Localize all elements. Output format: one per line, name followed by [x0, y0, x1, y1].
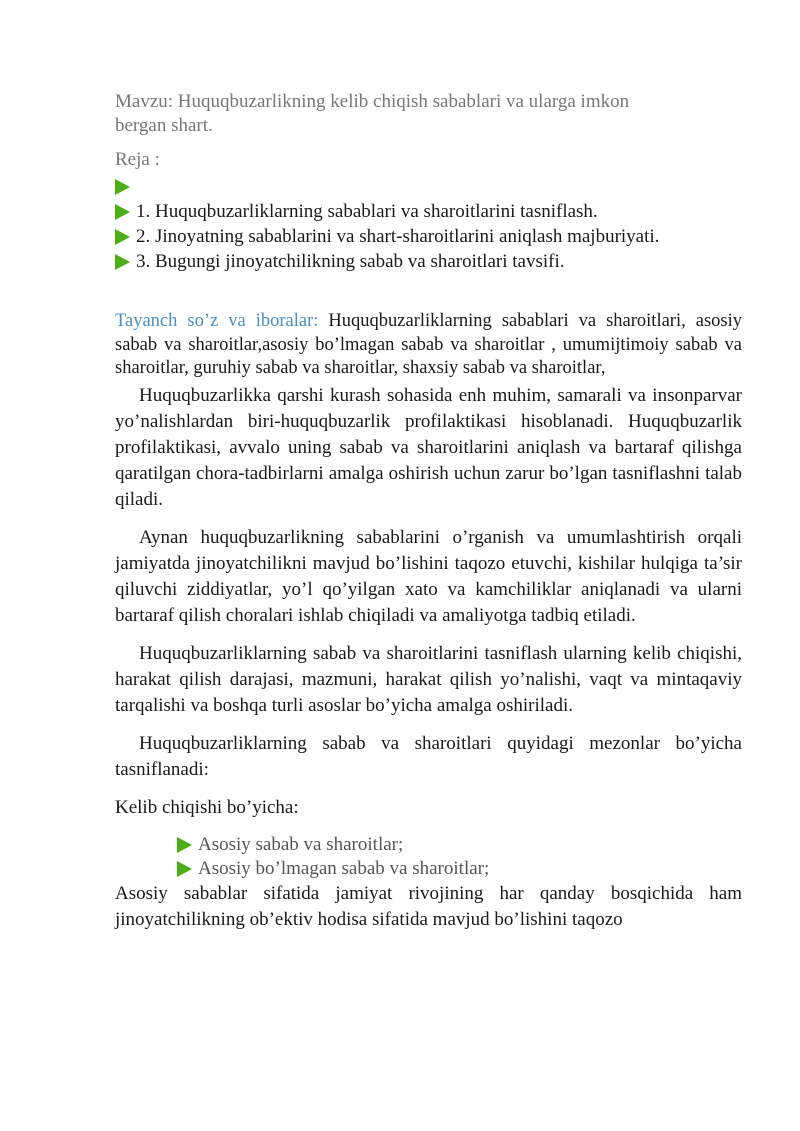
origin-list [177, 833, 742, 881]
triangle-bullet-icon [177, 861, 192, 877]
topic-line-1: Mavzu: Huquqbuzarlikning kelib chiqish sabablari va ularga imkon [115, 91, 630, 112]
triangle-bullet-icon [115, 179, 130, 195]
topic-line-2: bergan shart. [115, 115, 213, 136]
origin-item [177, 857, 742, 881]
triangle-bullet-icon [115, 254, 130, 270]
body-paragraph: Huquqbuzarliklarning sabab va sharoitlarini tasniflash ularning kelib chiqishi, harakat qilish darajasi, mazmuni, harakat qilish yo’nalishi, vaqt va mintaqaviy tarqalishi va boshqa turli asoslar bo’yicha amalga oshiriladi. [115, 642, 742, 716]
origin-item [177, 833, 742, 857]
plan-item [115, 224, 742, 249]
body-paragraph: Huquqbuzarlikka qarshi kurash sohasida enh muhim, samarali va insonparvar yo’nalishlardan biri-huquqbuzarlik profilaktikasi hisoblanadi. Huquqbuzarlik profilaktikasi, avvalo uning sabab va sharoitlarini aniqlash va bartaraf qilishga qaratilgan chora-tadbirlarni amalga oshirish uchun zarur bo’lgan tasniflashni talab qiladi. [115, 384, 742, 510]
keywords-paragraph [115, 310, 742, 381]
plan-label: Reja : [115, 149, 160, 170]
plan-item-text: 1. Huquqbuzarliklarning sabablari va sharoitlarini tasniflash. [136, 201, 598, 222]
body-paragraph: Aynan huquqbuzarlikning sabablarini o’rganish va umumlashtirish orqali jamiyatda jinoyatchilikni mavjud bo’lishini taqozo etuvchi, kishilar hulqiga ta’sir qiluvchi ziddiyatlar, yo’l qo’yilgan xato va kamchiliklar aniqlanadi va ularni bartaraf qilish choralari ishlab chiqiladi va amaliyotga tadbiq etiladi. [115, 526, 742, 626]
plan-item-text: 2. Jinoyatning sabablarini va shart-sharoitlarini aniqlash majburiyati. [136, 226, 660, 247]
plan-item [115, 174, 742, 199]
plan-item [115, 199, 742, 224]
origin-item-text: Asosiy bo’lmagan sabab va sharoitlar; [198, 857, 490, 879]
origin-item-text: Asosiy sabab va sharoitlar; [198, 833, 404, 855]
keywords-label: Tayanch so’z va iboralar: [115, 311, 319, 331]
keywords-text: Huquqbuzarliklarning sabablari va sharoitlari, asosiy sabab va sharoitlar,asosiy bo’lmagan sabab va sharoitlar , umumijtimoiy sabab va sharoitlar, guruhiy sabab va sharoitlar, shaxsiy sabab va sharoitlar, [115, 311, 742, 378]
plan-list [115, 174, 742, 274]
topic-heading [115, 90, 742, 138]
plan-item-text: 3. Bugungi jinoyatchilikning sabab va sharoitlari tavsifi. [136, 251, 565, 272]
document-page [115, 90, 742, 933]
origin-heading: Kelib chiqishi bo’yicha: [115, 796, 299, 818]
closing-paragraph: Asosiy sabablar sifatida jamiyat rivojining har qanday bosqichida ham jinoyatchilikning ob’ektiv hodisa sifatida mavjud bo’lishini taqozo [115, 882, 742, 930]
triangle-bullet-icon [177, 837, 192, 853]
plan-item [115, 249, 742, 274]
triangle-bullet-icon [115, 204, 130, 220]
body-paragraph: Huquqbuzarliklarning sabab va sharoitlari quyidagi mezonlar bo’yicha tasniflanadi: [115, 732, 742, 780]
triangle-bullet-icon [115, 229, 130, 245]
